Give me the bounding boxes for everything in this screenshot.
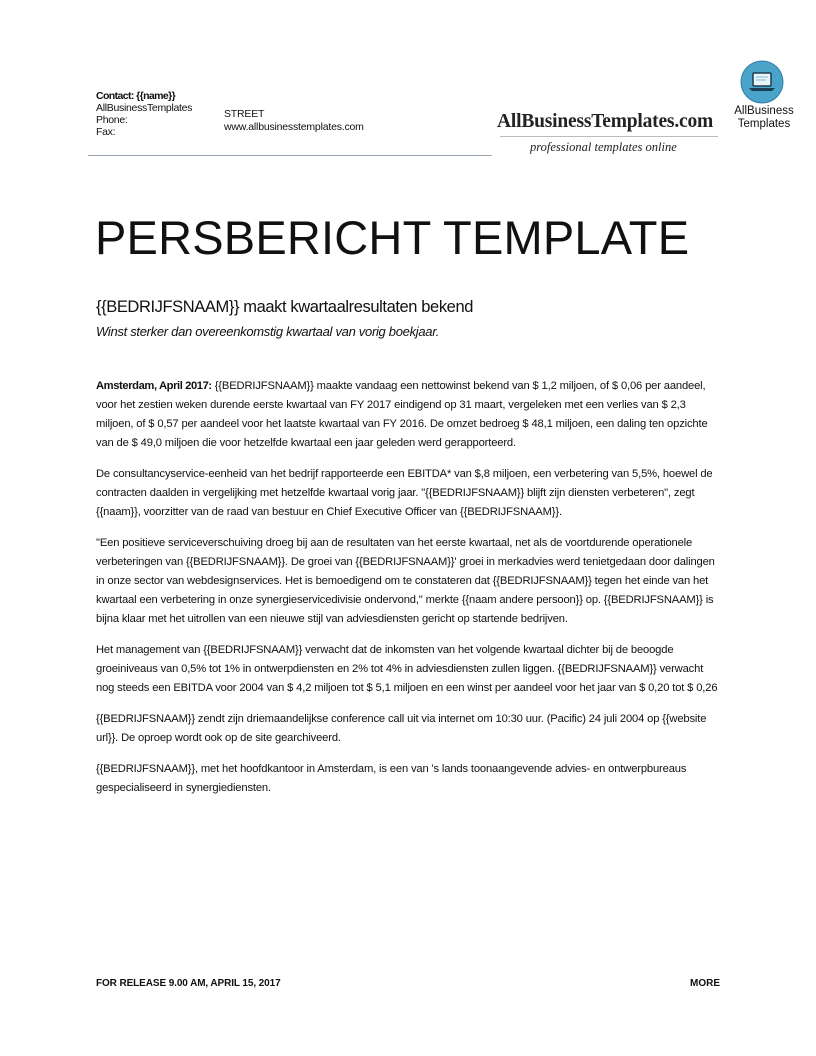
contact-block — [96, 90, 192, 138]
brand-divider — [500, 136, 718, 137]
address-block — [224, 108, 364, 134]
fax-label: Fax: — [96, 126, 116, 138]
paragraph-3: "Een positieve serviceverschuiving droeg bij aan de resultaten van het eerste kwartaal, net als de voortdurende operationele verbeteringen van {{BEDRIJFSNAAM}}. De groei van {{BEDRIJFSNAAM}}' groei in merkadvies werd tenietgedaan door dalingen in onze sector van webdesignservices. Het is bemoedigend om te constateren dat {{BEDRIJFSNAAM}} tegen het einde van het kwartaal een verbetering in onze synergieservicedivisie ondervond," merkte {{naam andere persoon}} op. {{BEDRIJFSNAAM}} is bijna klaar met het uitrollen van een nieuwe stijl van adviesdiensten gericht op startende bedrijven. — [96, 537, 715, 625]
subheadline: Winst sterker dan overeenkomstig kwartaal van vorig boekjaar. — [96, 324, 440, 339]
headline: {{BEDRIJFSNAAM}} maakt kwartaalresultaten bekend — [96, 298, 473, 316]
paragraph-2: De consultancyservice-eenheid van het bedrijf rapporteerde een EBITDA* van $,8 miljoen, een verbetering van 5,5%, hoewel de contracten daalden in vergelijking met hetzelfde kwartaal vorig jaar. "{{BEDRIJFSNAAM}} blijft zijn diensten verbeteren", zegt {{naam}}, voorzitter van de raad van bestuur en Chief Executive Officer van {{BEDRIJFSNAAM}}. — [96, 468, 713, 518]
paragraph-5: {{BEDRIJFSNAAM}} zendt zijn driemaandelijkse conference call uit via internet om 10:30 uur. (Pacific) 24 juli 2004 op {{website url}}. De oproep wordt ook op de site gearchiveerd. — [96, 713, 707, 744]
release-line: FOR RELEASE 9.00 AM, APRIL 15, 2017 — [96, 978, 281, 989]
paragraph-6: {{BEDRIJFSNAAM}}, met het hoofdkantoor in Amsterdam, is een van 's lands toonaangevende advies- en ontwerpbureaus gespecialiseerd in synergiediensten. — [96, 763, 687, 794]
header-divider — [88, 155, 492, 156]
paragraph-1: Amsterdam, April 2017: {{BEDRIJFSNAAM}} maakte vandaag een nettowinst bekend van $ 1,2 miljoen, of $ 0,06 per aandeel, voor het zestien weken durende eerste kwartaal van FY 2017 eindigend op 31 maart, vergeleken met een verlies van $ 2,3 miljoen, of $ 0,57 per aandeel voor het laatste kwartaal van FY 2016. De omzet bedroeg $ 48,1 miljoen, een daling ten opzichte van de $ 49,0 miljoen die voor hetzelfde kwartaal een jaar geleden werd gerapporteerd. — [96, 380, 708, 449]
website-link[interactable]: www.allbusinesstemplates.com — [224, 121, 364, 133]
phone-label: Phone: — [96, 114, 128, 126]
brand-tagline: professional templates online — [530, 140, 677, 154]
dateline: Amsterdam, April 2017: — [96, 380, 212, 392]
press-release-body — [96, 377, 722, 810]
company-name: AllBusinessTemplates — [96, 102, 193, 114]
page-title: PERSBERICHT TEMPLATE — [95, 211, 690, 264]
street-label: STREET — [224, 108, 265, 120]
paragraph-4: Het management van {{BEDRIJFSNAAM}} verwacht dat de inkomsten van het volgende kwartaal dichter bij de beoogde groeiniveaus van 0,5% tot 1% in ontwerpdiensten en 2% tot 4% in adviesdiensten zullen liggen. {{BEDRIJFSNAAM}} verwacht nog steeds een EBITDA voor 2004 van $ 4,2 miljoen tot $ 5,1 miljoen en een winst per aandeel voor het jaar van $ 0,20 tot $ 0,26 — [96, 644, 718, 694]
contact-name: Contact: {{name}} — [96, 90, 176, 102]
laptop-icon — [740, 60, 784, 104]
more-label: MORE — [690, 978, 720, 989]
logo-caption: AllBusiness Templates — [734, 105, 794, 130]
brand-name: AllBusinessTemplates.com — [497, 111, 714, 132]
